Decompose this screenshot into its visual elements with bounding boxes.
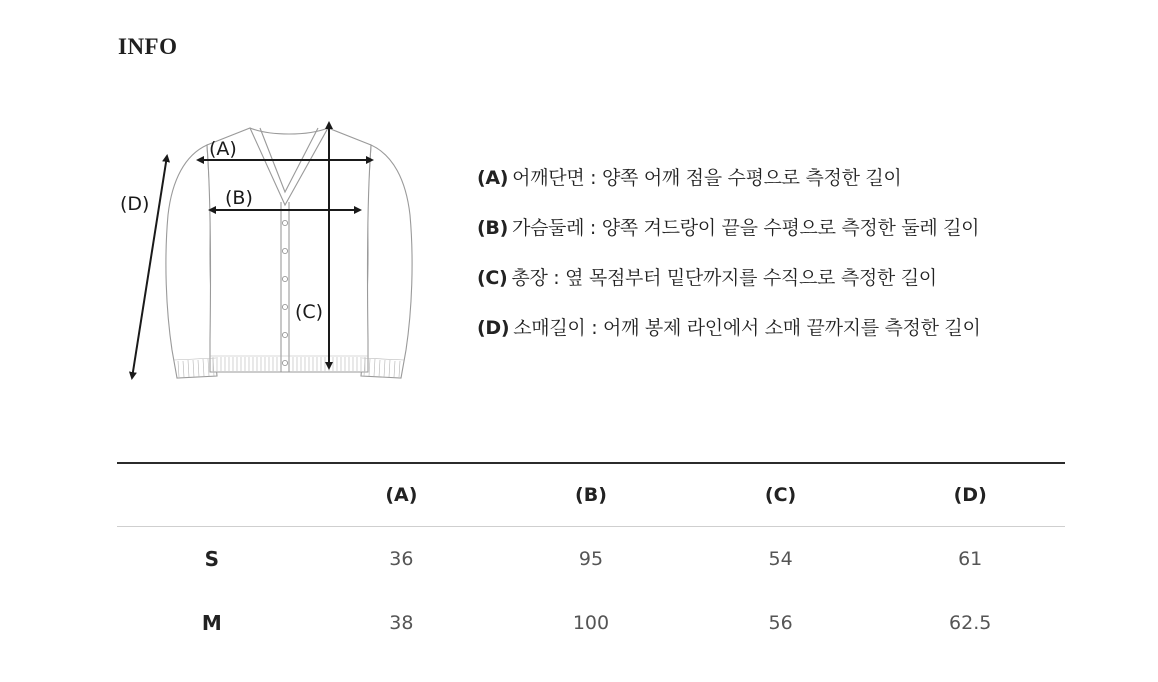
diagram-label-d: (D) <box>120 193 150 215</box>
table-header-cell: (C) <box>764 484 797 506</box>
table-row <box>117 591 1065 655</box>
table-header-cell: (D) <box>953 484 987 506</box>
arrow-d <box>132 156 167 378</box>
size-label: M <box>201 611 222 635</box>
legend-item-a <box>477 158 1117 208</box>
table-cell: 54 <box>768 548 793 570</box>
table-cell: 100 <box>572 612 610 634</box>
table-cell: 38 <box>389 612 414 634</box>
table-header-cell: (B) <box>575 484 607 506</box>
cardigan-outline <box>166 128 412 378</box>
cardigan-measurement-diagram <box>110 110 420 400</box>
legend-item-b <box>477 208 1117 258</box>
legend-text: 소매길이 : 어깨 봉제 라인에서 소매 끝까지를 측정한 길이 <box>513 317 981 339</box>
table-cell: 61 <box>958 548 983 570</box>
table-cell: 36 <box>389 548 414 570</box>
diagram-label-a: (A) <box>209 138 237 160</box>
legend-key: (B) <box>477 217 508 239</box>
size-label: S <box>204 547 219 571</box>
legend-text: 총장 : 옆 목점부터 밑단까지를 수직으로 측정한 길이 <box>511 267 937 289</box>
table-cell: 62.5 <box>949 612 992 634</box>
diagram-label-c: (C) <box>295 301 324 323</box>
page-title: INFO <box>118 34 178 59</box>
legend-text: 가슴둘레 : 양쪽 겨드랑이 끝을 수평으로 측정한 둘레 길이 <box>511 217 980 239</box>
measurement-legend <box>477 158 1117 358</box>
table-header-cell: (A) <box>385 484 418 506</box>
legend-key: (D) <box>477 317 510 339</box>
legend-key: (A) <box>477 167 509 189</box>
table-header-cell <box>117 463 307 527</box>
size-table <box>117 462 1065 655</box>
table-row <box>117 527 1065 592</box>
table-cell: 56 <box>768 612 793 634</box>
table-cell: 95 <box>578 548 604 570</box>
legend-item-c <box>477 258 1117 308</box>
legend-text: 어깨단면 : 양쪽 어깨 점을 수평으로 측정한 길이 <box>512 167 902 189</box>
diagram-label-b: (B) <box>225 187 253 209</box>
legend-item-d <box>477 308 1117 358</box>
legend-key: (C) <box>477 267 508 289</box>
table-header-row <box>117 463 1065 527</box>
